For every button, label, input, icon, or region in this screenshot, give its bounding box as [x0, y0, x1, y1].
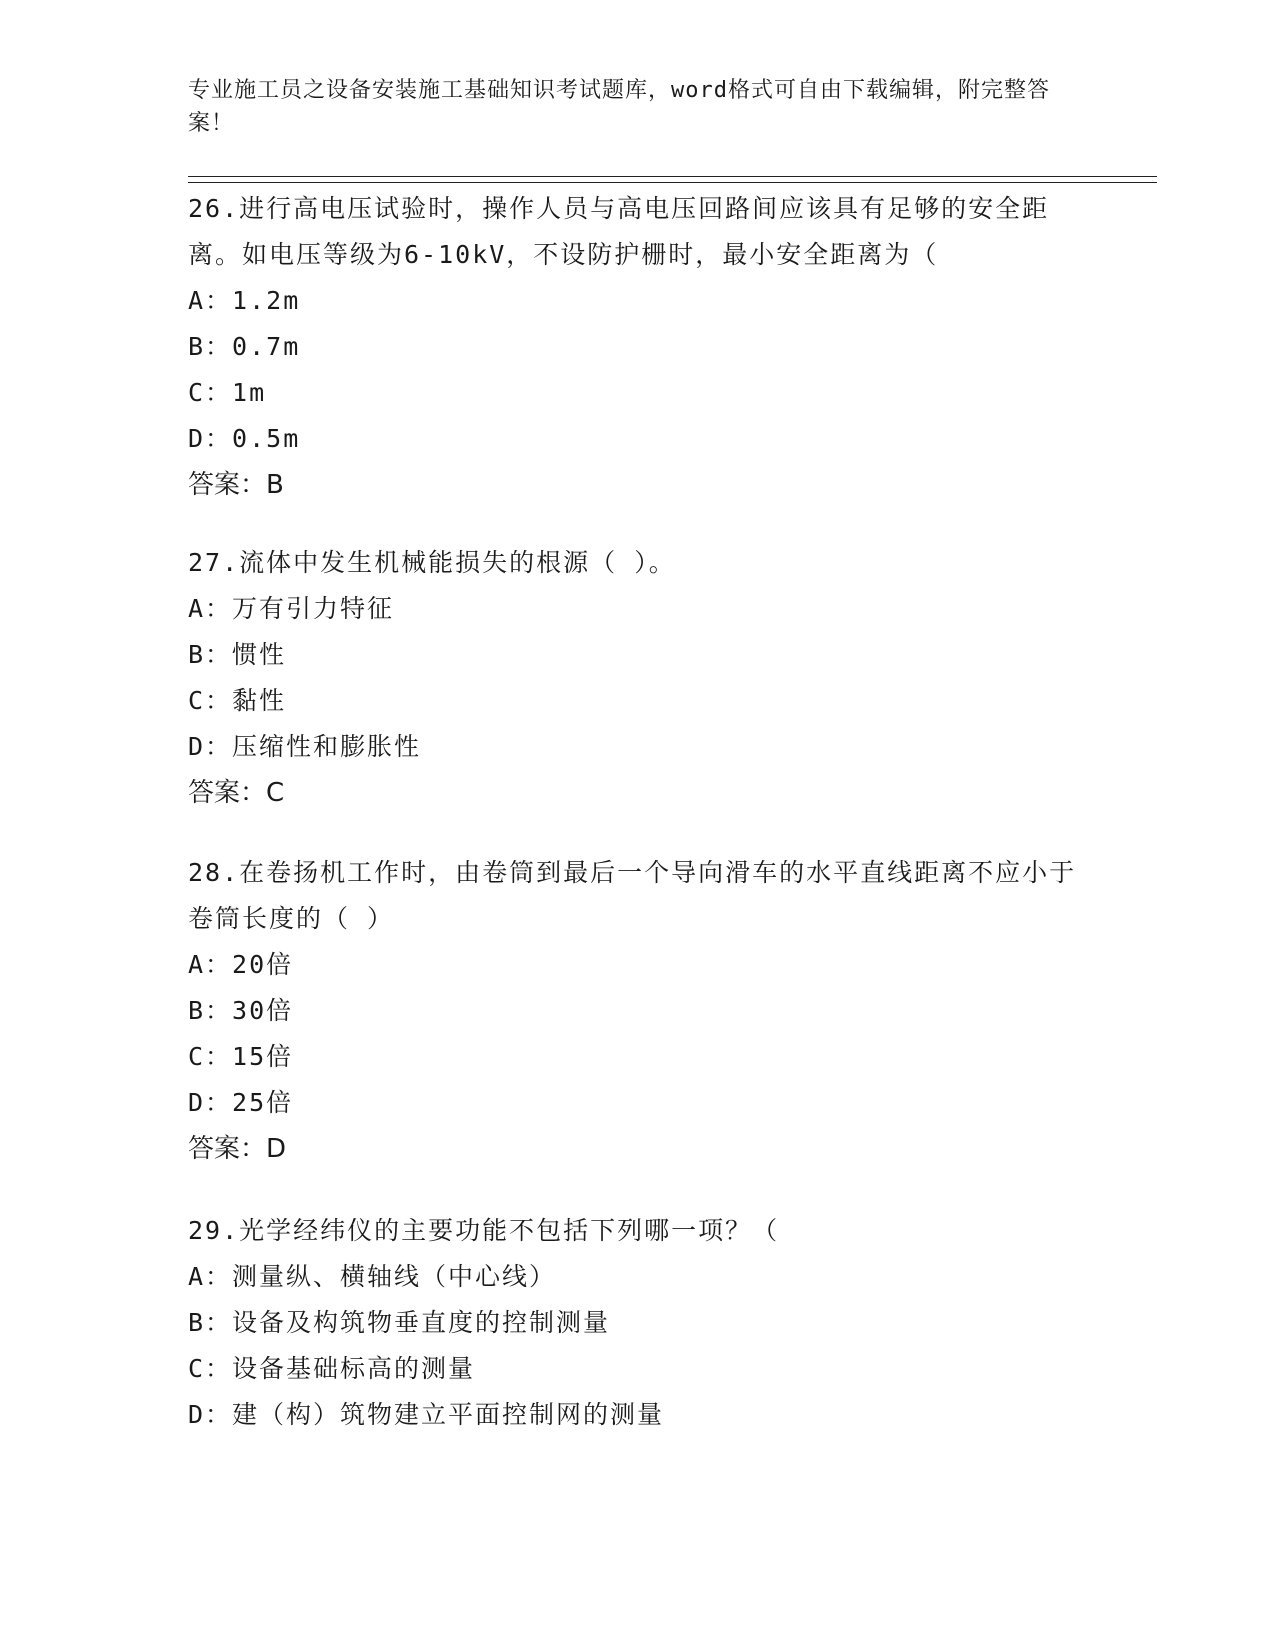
answer-label: 答案：	[188, 470, 267, 500]
answer-line	[188, 462, 1088, 508]
option-a: A：1.2m	[188, 286, 301, 315]
header-divider-bottom	[188, 182, 1157, 183]
option-c: C：黏性	[188, 686, 287, 715]
question-28	[188, 850, 1088, 1172]
option-b: B：30倍	[188, 996, 294, 1025]
option-a: A：万有引力特征	[188, 594, 395, 623]
header-divider-top	[188, 176, 1157, 177]
option-b: B：0.7m	[188, 332, 301, 361]
question-text: 28.在卷扬机工作时，由卷筒到最后一个导向滑车的水平直线距离不应小于卷筒长度的（ ）	[188, 858, 1077, 933]
answer-line	[188, 1126, 1088, 1172]
document-header: 专业施工员之设备安装施工基础知识考试题库，word格式可自由下载编辑，附完整答案！	[188, 78, 1050, 136]
option-d: D：建（构）筑物建立平面控制网的测量	[188, 1400, 665, 1429]
question-26	[188, 186, 1088, 508]
answer-value: D	[266, 1134, 287, 1164]
question-text: 29.光学经纬仪的主要功能不包括下列哪一项？（	[188, 1216, 780, 1245]
option-d: D：0.5m	[188, 424, 301, 453]
option-a: A：20倍	[188, 950, 294, 979]
question-27	[188, 540, 1088, 816]
option-c: C：15倍	[188, 1042, 294, 1071]
answer-label: 答案：	[188, 1134, 267, 1164]
option-d: D：压缩性和膨胀性	[188, 732, 422, 761]
question-29	[188, 1208, 1088, 1438]
option-b: B：惯性	[188, 640, 287, 669]
option-b: B：设备及构筑物垂直度的控制测量	[188, 1308, 611, 1337]
option-a: A：测量纵、横轴线（中心线）	[188, 1262, 557, 1291]
answer-value: B	[266, 470, 284, 500]
option-d: D：25倍	[188, 1088, 294, 1117]
answer-value: C	[266, 778, 285, 808]
question-text: 27.流体中发生机械能损失的根源（ ）。	[188, 548, 676, 577]
answer-line	[188, 770, 1088, 816]
option-c: C：设备基础标高的测量	[188, 1354, 476, 1383]
answer-label: 答案：	[188, 778, 267, 808]
option-c: C：1m	[188, 378, 267, 407]
question-text: 26.进行高电压试验时，操作人员与高电压回路间应该具有足够的安全距离。如电压等级为6-10kV，不设防护栅时，最小安全距离为（	[188, 194, 1050, 269]
